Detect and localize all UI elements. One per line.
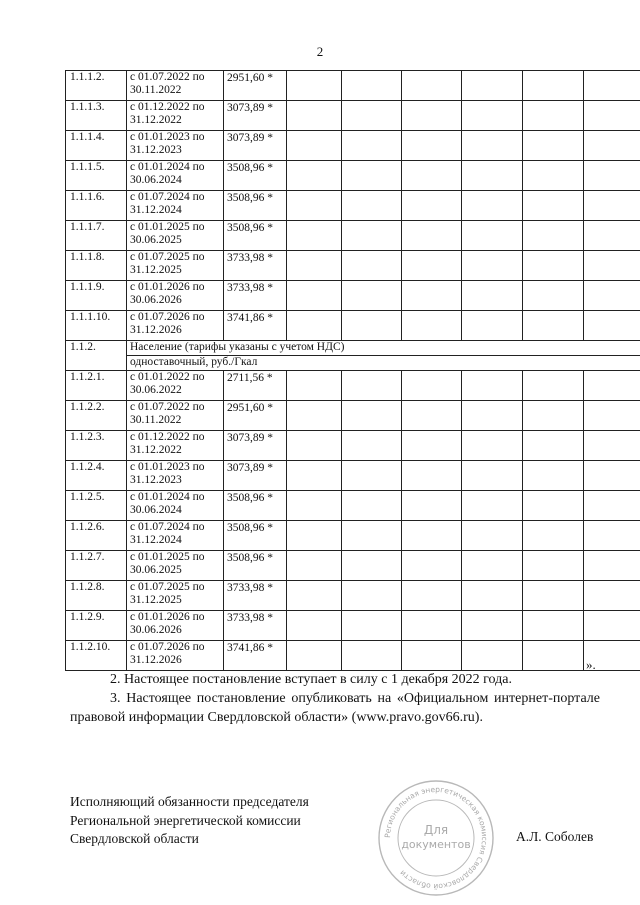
empty-cell (342, 161, 402, 191)
empty-cell (584, 521, 640, 551)
empty-cell (342, 551, 402, 581)
row-number: 1.1.1.8. (66, 251, 127, 281)
empty-cell (462, 551, 523, 581)
empty-cell (402, 191, 462, 221)
empty-cell (462, 491, 523, 521)
row-period: с 01.07.2025 по 31.12.2025 (127, 581, 224, 611)
empty-cell (402, 461, 462, 491)
empty-cell (402, 491, 462, 521)
empty-cell (584, 311, 640, 341)
table-row (66, 611, 640, 641)
empty-cell (402, 521, 462, 551)
row-price: 3733,98 * (224, 581, 287, 611)
signatory-title-line2: Региональной энергетической комиссии (70, 812, 301, 828)
empty-cell (287, 161, 342, 191)
row-price: 3073,89 * (224, 131, 287, 161)
row-number: 1.1.1.5. (66, 161, 127, 191)
table-row (66, 461, 640, 491)
row-period: с 01.07.2026 по 31.12.2026 (127, 311, 224, 341)
table-row (66, 251, 640, 281)
empty-cell (584, 251, 640, 281)
empty-cell (462, 101, 523, 131)
table-row (66, 131, 640, 161)
empty-cell (584, 371, 640, 401)
empty-cell (523, 251, 584, 281)
empty-cell (402, 251, 462, 281)
empty-cell (342, 131, 402, 161)
empty-cell (584, 491, 640, 521)
empty-cell (462, 221, 523, 251)
row-price: 2951,60 * (224, 71, 287, 101)
empty-cell (523, 521, 584, 551)
table-row (66, 491, 640, 521)
table-row (66, 521, 640, 551)
row-period: с 01.01.2024 по 30.06.2024 (127, 161, 224, 191)
empty-cell (584, 401, 640, 431)
empty-cell (342, 371, 402, 401)
empty-cell (342, 491, 402, 521)
empty-cell (287, 131, 342, 161)
row-period: с 01.01.2024 по 30.06.2024 (127, 491, 224, 521)
empty-cell (287, 401, 342, 431)
row-number: 1.1.2.8. (66, 581, 127, 611)
empty-cell (342, 311, 402, 341)
empty-cell (342, 581, 402, 611)
empty-cell (287, 251, 342, 281)
empty-cell (462, 71, 523, 101)
empty-cell (342, 221, 402, 251)
empty-cell (287, 461, 342, 491)
table-row (66, 401, 640, 431)
empty-cell (402, 311, 462, 341)
empty-cell (584, 281, 640, 311)
empty-cell (523, 611, 584, 641)
empty-cell (287, 551, 342, 581)
empty-cell (523, 551, 584, 581)
row-price: 3073,89 * (224, 431, 287, 461)
empty-cell (287, 191, 342, 221)
row-price: 3508,96 * (224, 491, 287, 521)
empty-cell (523, 131, 584, 161)
empty-cell (523, 311, 584, 341)
stamp-center-line1: Для (423, 823, 449, 837)
row-number: 1.1.2.6. (66, 521, 127, 551)
table-row (66, 551, 640, 581)
table-row (66, 371, 640, 401)
empty-cell (342, 431, 402, 461)
empty-cell (402, 221, 462, 251)
row-price: 3508,96 * (224, 161, 287, 191)
empty-cell (523, 221, 584, 251)
signatory-title-line3: Свердловской области (70, 831, 199, 846)
empty-cell (342, 641, 402, 671)
empty-cell (523, 371, 584, 401)
signature-block (70, 793, 309, 849)
empty-cell (462, 191, 523, 221)
row-price: 3508,96 * (224, 521, 287, 551)
row-number: 1.1.2.5. (66, 491, 127, 521)
section-subtitle: одноставочный, руб./Гкал (127, 356, 640, 371)
row-period: с 01.01.2023 по 31.12.2023 (127, 131, 224, 161)
empty-cell (287, 221, 342, 251)
row-number: 1.1.1.10. (66, 311, 127, 341)
row-period: с 01.12.2022 по 31.12.2022 (127, 101, 224, 131)
empty-cell (402, 71, 462, 101)
row-period: с 01.07.2024 по 31.12.2024 (127, 191, 224, 221)
section-title: Население (тарифы указаны с учетом НДС) (127, 341, 640, 356)
body-text (70, 670, 600, 727)
empty-cell (584, 551, 640, 581)
row-period: с 01.12.2022 по 31.12.2022 (127, 431, 224, 461)
empty-cell (462, 311, 523, 341)
row-number: 1.1.1.7. (66, 221, 127, 251)
row-price: 3733,98 * (224, 251, 287, 281)
table-row (66, 101, 640, 131)
empty-cell (342, 251, 402, 281)
row-number: 1.1.2.9. (66, 611, 127, 641)
empty-cell (342, 401, 402, 431)
empty-cell (402, 611, 462, 641)
empty-cell (462, 161, 523, 191)
empty-cell (584, 191, 640, 221)
empty-cell (523, 401, 584, 431)
row-number: 1.1.2.4. (66, 461, 127, 491)
section-number: 1.1.2. (66, 341, 127, 371)
empty-cell (402, 371, 462, 401)
empty-cell (584, 221, 640, 251)
row-number: 1.1.1.6. (66, 191, 127, 221)
paragraph-effective-date: 2. Настоящее постановление вступает в силу с 1 декабря 2022 года. (110, 672, 512, 687)
row-price: 3508,96 * (224, 551, 287, 581)
empty-cell (342, 101, 402, 131)
empty-cell (402, 161, 462, 191)
row-period: с 01.07.2026 по 31.12.2026 (127, 641, 224, 671)
empty-cell (402, 281, 462, 311)
empty-cell (402, 431, 462, 461)
empty-cell (523, 281, 584, 311)
row-period: с 01.01.2025 по 30.06.2025 (127, 221, 224, 251)
row-period: с 01.07.2025 по 31.12.2025 (127, 251, 224, 281)
row-price: 3508,96 * (224, 221, 287, 251)
row-period: с 01.07.2022 по 30.11.2022 (127, 71, 224, 101)
empty-cell (462, 401, 523, 431)
row-number: 1.1.1.2. (66, 71, 127, 101)
table-row (66, 71, 640, 101)
empty-cell (287, 101, 342, 131)
row-number: 1.1.2.7. (66, 551, 127, 581)
empty-cell (342, 191, 402, 221)
row-number: 1.1.1.3. (66, 101, 127, 131)
empty-cell (402, 641, 462, 671)
empty-cell (342, 521, 402, 551)
row-price: 3741,86 * (224, 641, 287, 671)
empty-cell (462, 371, 523, 401)
table-row (66, 161, 640, 191)
empty-cell (287, 641, 342, 671)
empty-cell (584, 611, 640, 641)
row-price: 2711,56 * (224, 371, 287, 401)
empty-cell (462, 611, 523, 641)
table-row (66, 641, 640, 671)
empty-cell (402, 101, 462, 131)
empty-cell (402, 131, 462, 161)
empty-cell (462, 521, 523, 551)
table-row (66, 431, 640, 461)
empty-cell (342, 461, 402, 491)
empty-cell (342, 281, 402, 311)
closing-quote: ». (586, 657, 596, 672)
empty-cell (287, 491, 342, 521)
table-row (66, 281, 640, 311)
row-price: 2951,60 * (224, 401, 287, 431)
empty-cell (584, 431, 640, 461)
empty-cell (462, 251, 523, 281)
empty-cell (342, 611, 402, 641)
empty-cell (523, 101, 584, 131)
paragraph-publication: 3. Настоящее постановление опубликовать на «Официальном интернет-портале правовой информации Свердловской области» (www.pravo.gov66.ru). (70, 691, 600, 725)
empty-cell (462, 281, 523, 311)
empty-cell (584, 131, 640, 161)
row-price: 3733,98 * (224, 611, 287, 641)
empty-cell (523, 491, 584, 521)
row-period: с 01.01.2026 по 30.06.2026 (127, 611, 224, 641)
empty-cell (584, 461, 640, 491)
empty-cell (287, 371, 342, 401)
empty-cell (462, 641, 523, 671)
row-period: с 01.01.2023 по 31.12.2023 (127, 461, 224, 491)
row-number: 1.1.2.2. (66, 401, 127, 431)
signatory-title-line1: Исполняющий обязанности председателя (70, 794, 309, 809)
row-price: 3073,89 * (224, 461, 287, 491)
row-number: 1.1.1.9. (66, 281, 127, 311)
empty-cell (523, 191, 584, 221)
section-header (66, 341, 640, 371)
empty-cell (523, 431, 584, 461)
empty-cell (287, 521, 342, 551)
signatory-name: А.Л. Соболев (516, 829, 594, 844)
row-number: 1.1.2.3. (66, 431, 127, 461)
row-price: 3733,98 * (224, 281, 287, 311)
empty-cell (287, 281, 342, 311)
empty-cell (462, 431, 523, 461)
empty-cell (342, 71, 402, 101)
empty-cell (402, 401, 462, 431)
empty-cell (287, 581, 342, 611)
empty-cell (287, 71, 342, 101)
empty-cell (287, 311, 342, 341)
row-period: с 01.01.2025 по 30.06.2025 (127, 551, 224, 581)
empty-cell (523, 71, 584, 101)
empty-cell (523, 641, 584, 671)
row-number: 1.1.2.1. (66, 371, 127, 401)
empty-cell (523, 581, 584, 611)
table-row (66, 191, 640, 221)
row-period: с 01.01.2026 по 30.06.2026 (127, 281, 224, 311)
row-price: 3741,86 * (224, 311, 287, 341)
tariff-rows-bottom (66, 371, 640, 671)
stamp-ring-text: Региональная энергетическая комиссия Свердловской области (382, 784, 490, 892)
empty-cell (287, 431, 342, 461)
empty-cell (584, 161, 640, 191)
table-row (66, 311, 640, 341)
empty-cell (523, 461, 584, 491)
empty-cell (287, 611, 342, 641)
table-row (66, 581, 640, 611)
empty-cell (402, 581, 462, 611)
page-number: 2 (316, 44, 324, 59)
row-number: 1.1.1.4. (66, 131, 127, 161)
stamp-center-line2: документов (401, 838, 471, 851)
tariff-table (65, 70, 640, 671)
official-stamp (376, 778, 496, 898)
empty-cell (402, 551, 462, 581)
row-number: 1.1.2.10. (66, 641, 127, 671)
empty-cell (584, 581, 640, 611)
empty-cell (462, 581, 523, 611)
empty-cell (462, 131, 523, 161)
empty-cell (584, 71, 640, 101)
row-price: 3073,89 * (224, 101, 287, 131)
row-period: с 01.01.2022 по 30.06.2022 (127, 371, 224, 401)
empty-cell (523, 161, 584, 191)
row-period: с 01.07.2022 по 30.11.2022 (127, 401, 224, 431)
row-price: 3508,96 * (224, 191, 287, 221)
empty-cell (584, 101, 640, 131)
empty-cell (462, 461, 523, 491)
row-period: с 01.07.2024 по 31.12.2024 (127, 521, 224, 551)
tariff-rows-top (66, 71, 640, 341)
table-row (66, 221, 640, 251)
